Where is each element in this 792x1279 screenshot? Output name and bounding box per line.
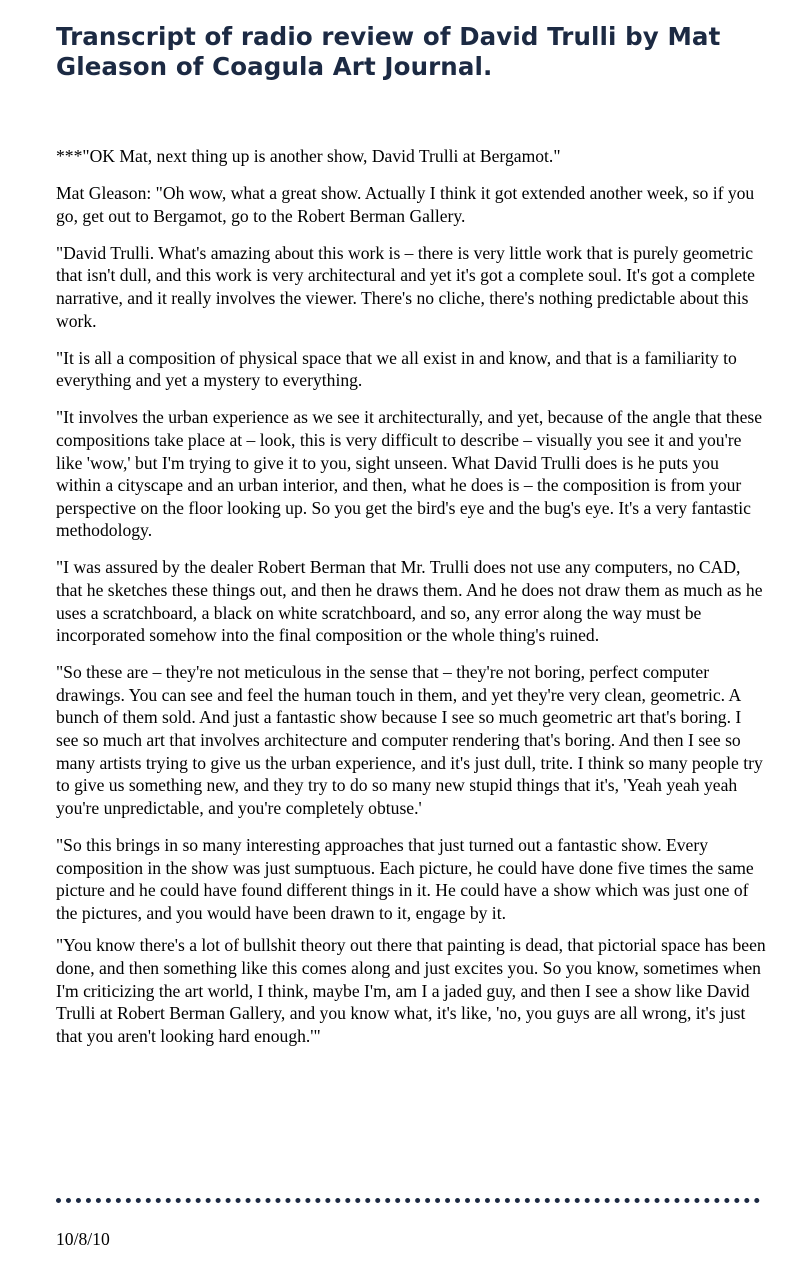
paragraph-human-touch: "So these are – they're not meticulous in the sense that – they're not boring, perfect computer drawings. You can see and feel the human touch in them, and yet they're very clean, geometric. A bunch of them sold. And just a fantastic show because I see so much geometric art that's boring. I see so much art that involves architecture and computer rendering that's boring. And then I see so many artists trying to give us the urban experience, and it's just dull, trite. I think so many people try to give us something new, and they try to do so many new stupid things that it's, 'Yeah yeah yeah you're unpredictable, and you're completely obtuse.' — [56, 662, 763, 818]
dotted-divider — [56, 1198, 760, 1203]
paragraph-urban-experience: "It involves the urban experience as we see it architecturally, and yet, because of the angle that these compositions take place at – look, this is very difficult to describe – visually you see it and you're like 'wow,' but I'm trying to give it to you, sight unseen. What David Trulli does is he puts you within a cityscape and an urban interior, and then, what he does is – the composition is from your perspective on the floor looking up. So you get the bird's eye and the bug's eye. It's a very fantastic methodology. — [56, 407, 763, 541]
page-title: Transcript of radio review of David Trulli by Mat Gleason of Coagula Art Journal. — [56, 22, 721, 81]
paragraph-scratchboard: "I was assured by the dealer Robert Berman that Mr. Trulli does not use any computers, no CAD, that he sketches these things out, and then he draws them. And he does not draw them as much as he uses a scratchboard, a black on white scratchboard, and so, any error along the way must be incorporated somehow into the final composition or the whole thing's ruined. — [56, 557, 763, 646]
paragraph-work-description: "David Trulli. What's amazing about this work is – there is very little work that is purely geometric that isn't dull, and this work is very architectural and yet it's got a complete soul. It's got a complete narrative, and it really involves the viewer. There's no cliche, there's nothing predictable about this work. — [56, 242, 755, 331]
paragraph-physical-space: "It is all a composition of physical space that we all exist in and know, and that is a familiarity to everything and yet a mystery to everything. — [56, 347, 737, 391]
paragraph-approaches: "So this brings in so many interesting approaches that just turned out a fantastic show. Every composition in the show was just sumptuous. Each picture, he could have done five times the same picture and he could have found different things in it. He could have a show which was just one of the pictures, and you would have been drawn to it, engage by it. — [56, 834, 754, 923]
transcript-body — [56, 145, 768, 1062]
paragraph-opening: Mat Gleason: "Oh wow, what a great show. Actually I think it got extended another week, so if you go, get out to Bergamot, go to the Robert Berman Gallery. — [56, 183, 755, 226]
document-date: 10/8/10 — [56, 1229, 110, 1249]
paragraph-intro: ***"OK Mat, next thing up is another show, David Trulli at Bergamot." — [56, 146, 561, 166]
paragraph-conclusion: "You know there's a lot of bullshit theory out there that painting is dead, that pictorial space has been done, and then something like this comes along and just excites you. So you know, sometimes when I'm criticizing the art world, I think, maybe I'm, am I a jaded guy, and then I see a show like David Trulli at Robert Berman Gallery, and you know what, it's like, 'no, you guys are all wrong, it's just that you aren't looking hard enough.'" — [56, 935, 766, 1046]
